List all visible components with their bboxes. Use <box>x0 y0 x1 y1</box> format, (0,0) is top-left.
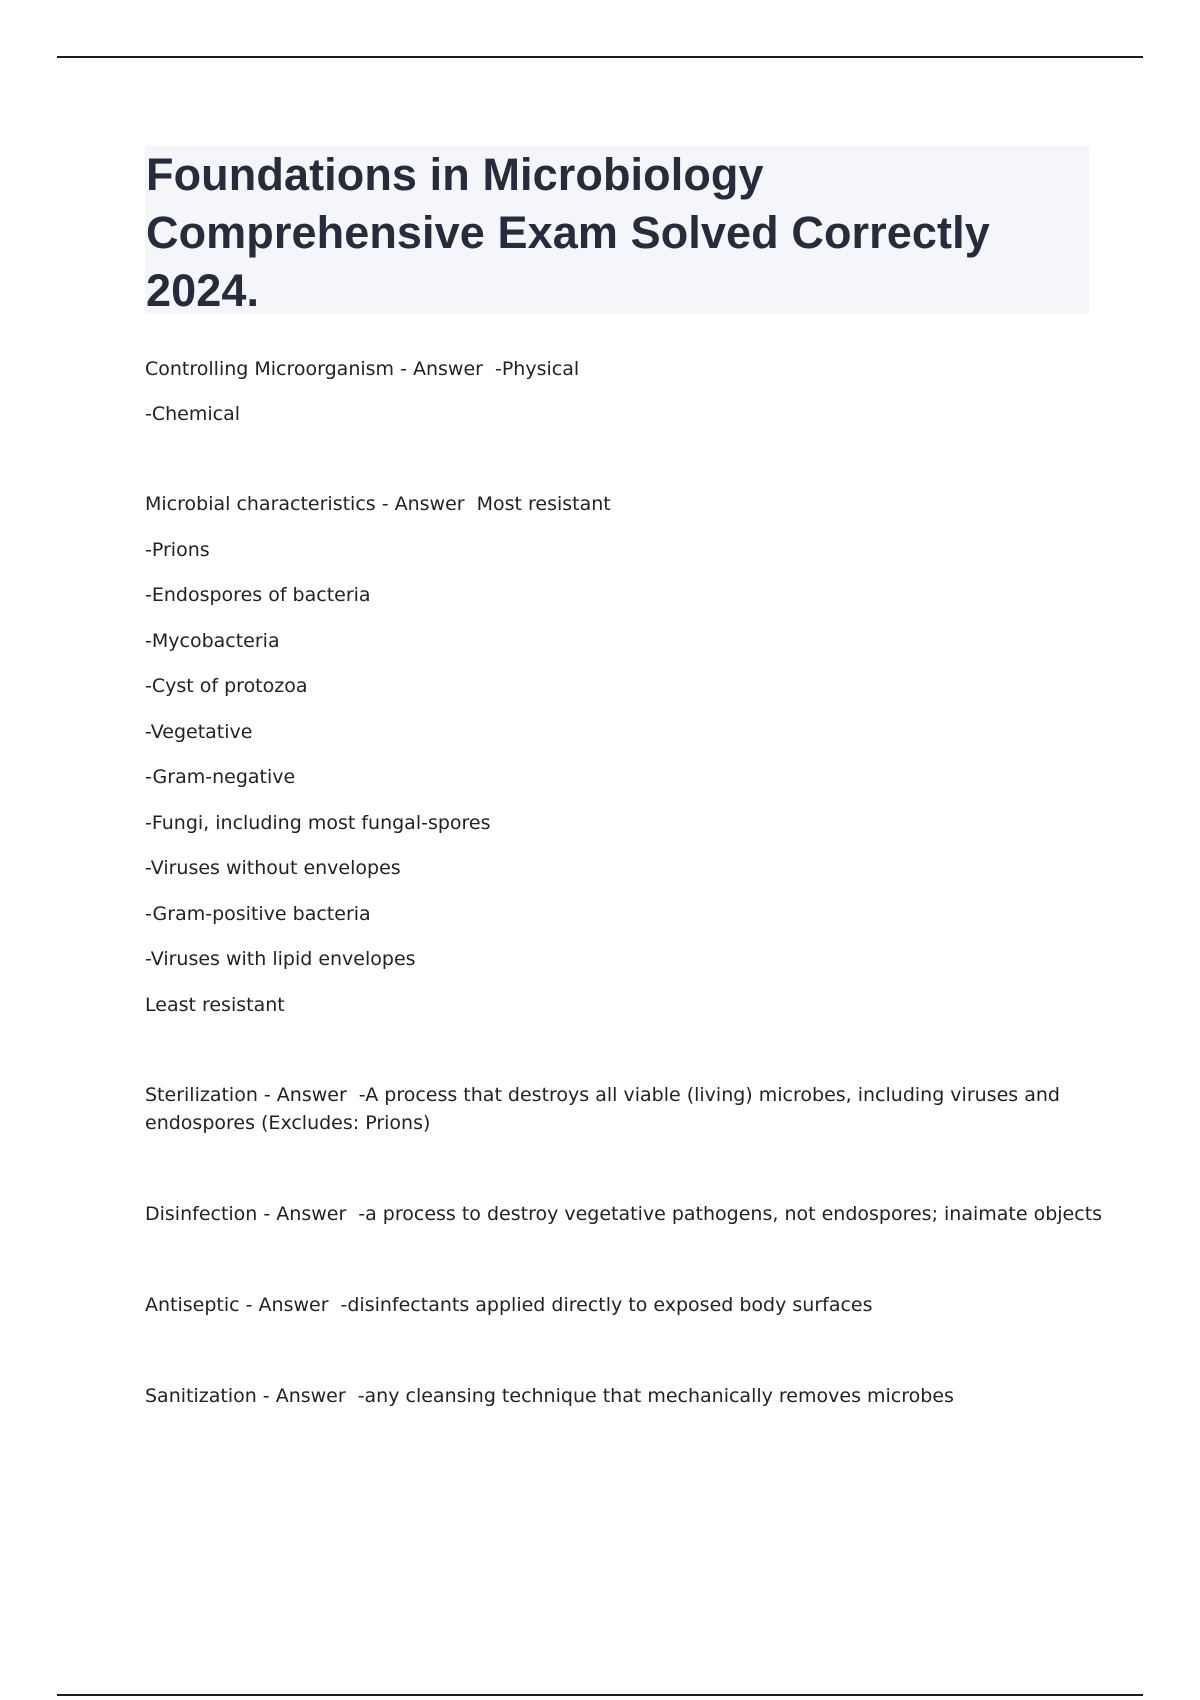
entry-answer: -Physical <box>494 358 580 380</box>
list-item: -Cyst of protozoa <box>145 675 308 697</box>
entry-answer: -disinfectants applied directly to exposed body surfaces <box>340 1294 873 1316</box>
list-item: -Mycobacteria <box>145 630 280 652</box>
entry-antiseptic <box>145 1291 873 1319</box>
list-item: -Chemical <box>145 403 241 425</box>
entry-microbial-characteristics <box>145 490 611 518</box>
entry-controlling-microorganism <box>145 355 579 383</box>
entry-term: Sterilization - Answer <box>145 1084 347 1106</box>
top-divider <box>57 56 1143 58</box>
entry-term: Microbial characteristics - Answer <box>145 493 465 515</box>
entry-sanitization <box>145 1382 954 1410</box>
list-item: -Endospores of bacteria <box>145 584 371 606</box>
entry-sterilization <box>145 1081 1105 1137</box>
document-title: Foundations in Microbiology Comprehensive Exam Solved Correctly 2024. <box>146 149 990 316</box>
entry-answer: Most resistant <box>476 493 611 515</box>
entry-term: Sanitization - Answer <box>145 1385 346 1407</box>
entry-term: Controlling Microorganism - Answer <box>145 358 483 380</box>
title-block <box>145 146 1089 314</box>
entry-answer: -a process to destroy vegetative pathogens, not endospores; inaimate objects <box>358 1203 1103 1225</box>
entry-disinfection <box>145 1200 1102 1228</box>
list-item: Least resistant <box>145 994 285 1016</box>
entry-answer: -any cleansing technique that mechanically removes microbes <box>357 1385 954 1407</box>
list-item: -Vegetative <box>145 721 253 743</box>
list-item: -Gram-positive bacteria <box>145 903 371 925</box>
list-item: -Gram-negative <box>145 766 296 788</box>
list-item: -Fungi, including most fungal-spores <box>145 812 491 834</box>
entry-answer: -A process that destroys all viable (living) microbes, including viruses and endospores (Excludes: Prions) <box>145 1084 1060 1134</box>
entry-term: Antiseptic - Answer <box>145 1294 329 1316</box>
entry-term: Disinfection - Answer <box>145 1203 347 1225</box>
bottom-divider <box>57 1694 1143 1696</box>
list-item: -Viruses without envelopes <box>145 857 401 879</box>
list-item: -Viruses with lipid envelopes <box>145 948 416 970</box>
list-item: -Prions <box>145 539 210 561</box>
